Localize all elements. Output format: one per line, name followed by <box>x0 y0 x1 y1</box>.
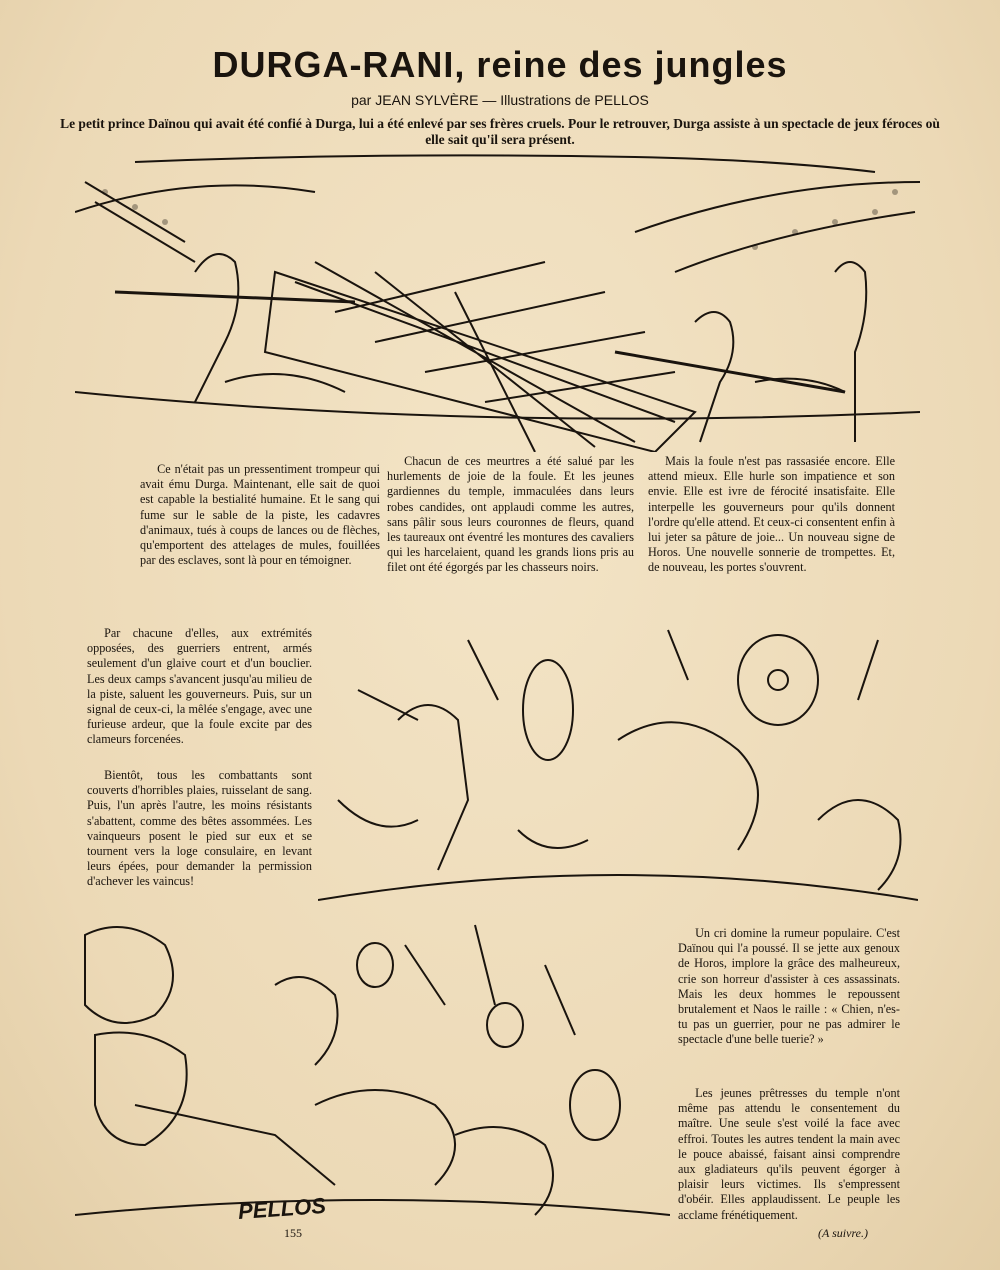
paragraph-5: Bientôt, tous les combattants sont couverts d'horribles plaies, ruisselant de sang. Puis, l'un après l'autre, les moins résistants s'abattent, comme des bêtes assommées. Les vainqueurs posent le pied sur eux et se tournent vers la loge consulaire, en levant leurs épées, pour demander la permission d'achever les vaincus! <box>87 768 312 889</box>
paragraph-2: Chacun de ces meurtres a été salué par les hurlements de joie de la foule. Et les jeunes gardiennes du temple, immaculées dans leurs robes candides, ont applaudi comme les autres, sans pâlir sous leurs couronnes de fleurs, quand les taureaux ont éventré les montures des cavaliers qui les harcelaient, quand les grands lions pris au filet ont été égorgés par les chasseurs noirs. <box>387 454 634 575</box>
illustration-priestesses <box>75 905 670 1225</box>
page-number: 155 <box>284 1226 302 1240</box>
illustration-gladiator-battle <box>318 600 918 920</box>
paragraph-6: Un cri domine la rumeur populaire. C'est Daïnou qui l'a poussé. Il se jette aux genoux de Horos, implore la grâce des malheureux, crie son horreur d'assister à ces assassinats. Mais les deux hommes le repoussent brutalement et Naos le raille : « Chien, n'es-tu pas un guerrier, pour ne pas admirer le spectacle d'une belle tuerie? » <box>678 926 900 1047</box>
story-title: DURGA-RANI, reine des jungles <box>212 44 788 85</box>
artist-signature: PELLOS <box>237 1192 327 1225</box>
byline: par JEAN SYLVÈRE — Illustrations de PELLOS <box>351 92 649 108</box>
illustration-lion-net <box>75 152 920 452</box>
intro-summary: Le petit prince Daïnou qui avait été confié à Durga, lui a été enlevé par ses frères cruels. Pour le retrouver, Durga assiste à un spectacle de jeux féroces où elle sait qu'il sera présent. <box>60 116 940 147</box>
continuation-note: (A suivre.) <box>818 1226 868 1240</box>
paragraph-3: Mais la foule n'est pas rassasiée encore. Elle attend mieux. Elle hurle son impatience et son envie. Elle est ivre de férocité insatisfaite. Elle interpelle les gouverneurs pour qu'ils donnent l'ordre qu'elle attend. Et ceux-ci consentent enfin à lui jeter sa pâture de joie... Un nouveau signe de Horos. Une nouvelle sonnerie de trompettes. Et, de nouveau, les portes s'ouvrent. <box>648 454 895 575</box>
paragraph-4: Par chacune d'elles, aux extrémités opposées, des guerriers entrent, armés seulement d'un glaive court et d'un bouclier. Les deux camps s'avancent jusqu'au milieu de la piste, saluent les gouverneurs. Puis, sur un signal de ceux-ci, la mêlée s'engage, avec une furieuse ardeur, que la foule excite par des clameurs forcenées. <box>87 626 312 747</box>
paragraph-7: Les jeunes prêtresses du temple n'ont même pas attendu le consentement du maître. Une seule s'est voilé la face avec effroi. Toutes les autres tendent la main avec le pouce abaissé, faisant ainsi comprendre aux gladiateurs qu'ils peuvent égorger à plaisir leurs victimes. Ils s'empressent d'obéir. Elles applaudissent. Le peuple les acclame frénétiquement. <box>678 1086 900 1222</box>
paragraph-1: Ce n'était pas un pressentiment trompeur qui avait ému Durga. Maintenant, elle sait de quoi est capable la bestialité humaine. Et le sang qui fume sur le sable de la piste, les cadavres d'animaux, tués à coups de lances ou de flèches, qu'emportent des attelages de mules, fouillées par des esclaves, sont là pour en témoigner. <box>140 462 380 568</box>
